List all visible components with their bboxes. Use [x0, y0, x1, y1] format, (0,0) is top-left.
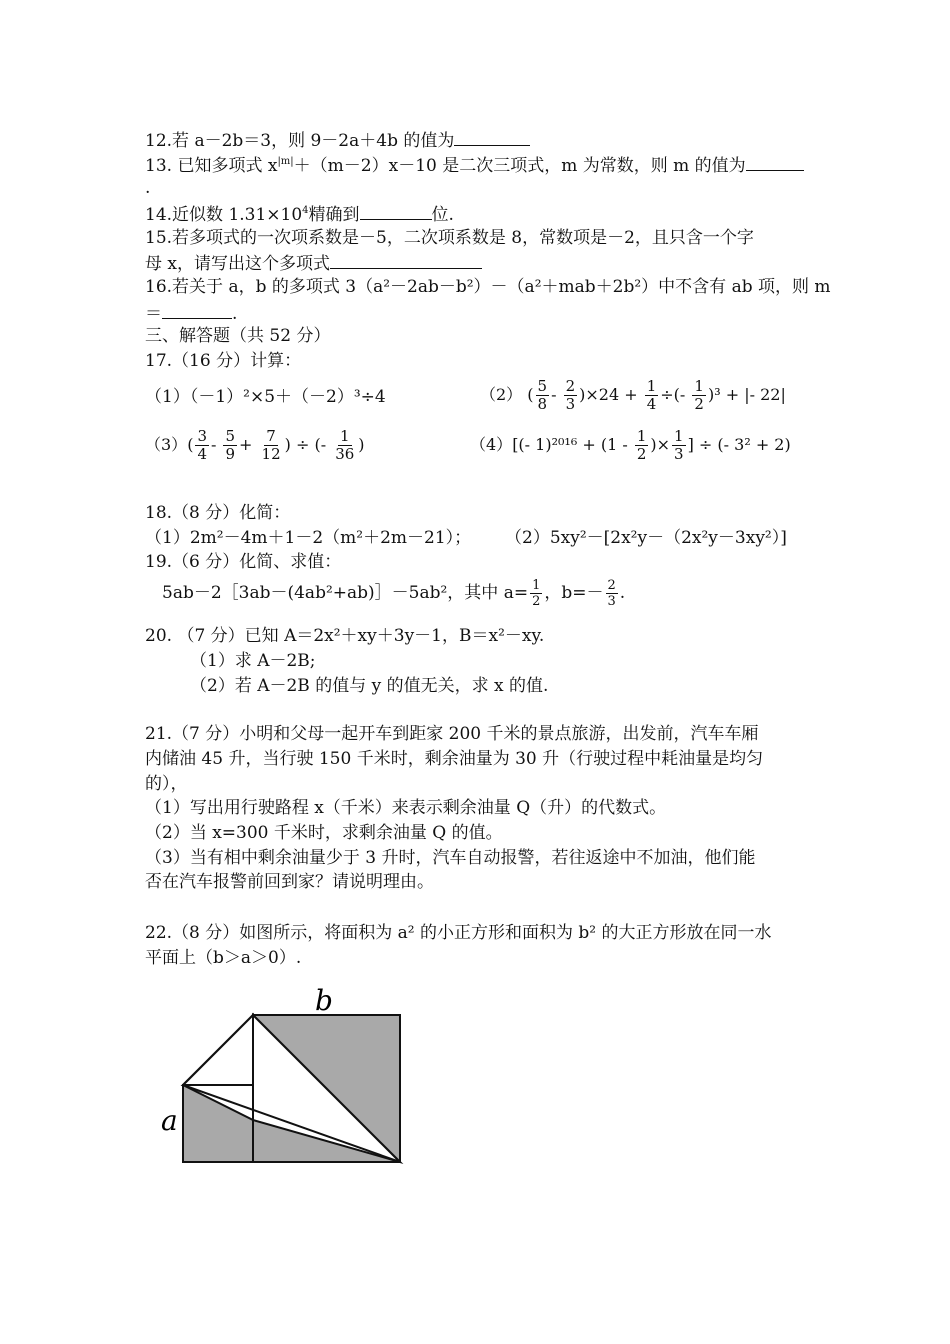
q21-line1: 21.（7 分）小明和父母一起开车到距家 200 千米的景点旅游，出发前，汽车车厢: [145, 724, 759, 744]
q12-answer-blank[interactable]: [454, 128, 530, 146]
q17-part2-frac4: $\frac{1}{2}$: [694, 377, 704, 413]
q22-figure: [155, 985, 425, 1175]
q15-answer-blank[interactable]: [330, 251, 482, 269]
q16-answer-blank[interactable]: [162, 301, 232, 319]
q19-b-fraction: $\frac{2}{3}$: [607, 578, 616, 609]
q22-line1: 22.（8 分）如图所示，将面积为 a² 的小正方形和面积为 b² 的大正方形放在同一水: [145, 923, 772, 943]
q16-period: .: [232, 304, 238, 324]
q17-part3-label: （3）: [145, 435, 188, 454]
q12-line: [145, 128, 530, 152]
q17-part3-frac1: $\frac{3}{4}$: [197, 427, 207, 463]
q14-exponent: 4: [302, 205, 309, 216]
q17-part2-frac2: $\frac{2}{3}$: [565, 377, 576, 413]
q13-exponent: |m|: [277, 156, 294, 167]
q18-part1: （1）2m²－4m＋1－2（m²＋2m－21）；: [145, 528, 472, 548]
q17-part4: （4）[(- 1)²⁰¹⁶ + (1 - $\frac{1}{2}$ )× $\frac{1}{3}$ ] ÷ (- 3² + 2): [470, 427, 791, 463]
q17-part4-label: （4）: [470, 435, 513, 454]
q21-line6: （3）当有相中剩余油量少于 3 升时，汽车自动报警，若往返途中不加油，他们能: [145, 848, 756, 868]
q17-part3-frac3: $\frac{7}{12}$: [261, 427, 281, 463]
q13-line: [145, 153, 804, 177]
q19-expression: 5ab－2［3ab－(4ab²+ab)］－5ab²，其中 a= $\frac{1}{2}$ ，b=－ $\frac{2}{3}$ .: [162, 578, 626, 609]
q17-part2: （2） ( $\frac{5}{8}$ - $\frac{2}{3}$ )×24 + $\frac{1}{4}$ ÷(- $\frac{1}{2}$ )³ + |- 22|: [480, 377, 786, 413]
q19-title: 19.（6 分）化简、求值：: [145, 552, 342, 572]
q17-part2-frac1: $\frac{5}{8}$: [537, 377, 548, 413]
q20-title: 20. （7 分）已知 A＝2x²＋xy＋3y－1，B＝x²－xy.: [145, 626, 545, 646]
label-a: a: [161, 1104, 178, 1137]
q14-text-c: 位.: [431, 205, 454, 225]
q20-part2: （2）若 A－2B 的值与 y 的值无关，求 x 的值.: [190, 676, 549, 696]
q17-part3-frac4: $\frac{1}{36}$: [335, 427, 355, 463]
q17-title: 17.（16 分）计算：: [145, 351, 302, 371]
q15-line2: [145, 251, 482, 275]
q13-tail: .: [145, 178, 151, 198]
q14-text-b: 精确到: [308, 205, 360, 225]
q21-line7: 否在汽车报警前回到家？请说明理由。: [145, 872, 434, 892]
q21-line4: （1）写出用行驶路程 x（千米）来表示剩余油量 Q（升）的代数式。: [145, 798, 667, 818]
q16-line1: 16.若关于 a，b 的多项式 3（a²－2ab－b²）－（a²＋mab＋2b²）中不含有 ab 项，则 m: [145, 277, 831, 297]
q19-a-fraction: $\frac{1}{2}$: [532, 578, 541, 609]
q16-equals: ＝: [145, 304, 162, 324]
q15-text: 母 x，请写出这个多项式: [145, 254, 330, 274]
q17-part4-frac2: $\frac{1}{3}$: [674, 427, 684, 463]
q17-part2-label: （2）: [480, 385, 523, 404]
q21-line2: 内储油 45 升，当行驶 150 千米时，剩余油量为 30 升（行驶过程中耗油量是均匀: [145, 749, 764, 769]
q17-part3: （3）( $\frac{3}{4}$ - $\frac{5}{9}$ + $\frac{7}{12}$ ) ÷ (- $\frac{1}{36}$ ): [145, 427, 365, 463]
q22-line2: 平面上（b＞a＞0）.: [145, 948, 302, 968]
q17-part1: （1）（－1）²×5＋（－2）³÷4: [145, 387, 386, 407]
section-3-heading: 三、解答题（共 52 分）: [145, 326, 331, 346]
q13-answer-blank[interactable]: [746, 153, 804, 171]
q17-part3-frac2: $\frac{5}{9}$: [225, 427, 236, 463]
label-b: b: [315, 985, 333, 1017]
q18-title: 18.（8 分）化简：: [145, 503, 291, 523]
q13-text-a: 13. 已知多项式 x: [145, 156, 278, 176]
q17-part2-frac3: $\frac{1}{4}$: [646, 377, 657, 413]
q14-text-a: 14.近似数 1.31×10: [145, 205, 303, 225]
q21-line5: （2）当 x=300 千米时，求剩余油量 Q 的值。: [145, 823, 503, 843]
q16-line2: [145, 301, 237, 325]
q21-line3: 的），: [145, 774, 188, 794]
q12-text: 12.若 a－2b＝3，则 9－2a＋4b 的值为: [145, 131, 455, 151]
q13-text-b: ＋（m－2）x－10 是二次三项式，m 为常数，则 m 的值为: [293, 156, 746, 176]
q18-part2: （2）5xy²－[2x²y－（2x²y－3xy²）]: [505, 528, 787, 548]
q17-part4-frac1: $\frac{1}{2}$: [636, 427, 647, 463]
q14-line: [145, 202, 454, 226]
q14-answer-blank[interactable]: [360, 202, 432, 220]
q20-part1: （1）求 A－2B;: [190, 651, 316, 671]
q15-line1: 15.若多项式的一次项系数是－5，二次项系数是 8，常数项是－2，且只含一个字: [145, 228, 754, 248]
